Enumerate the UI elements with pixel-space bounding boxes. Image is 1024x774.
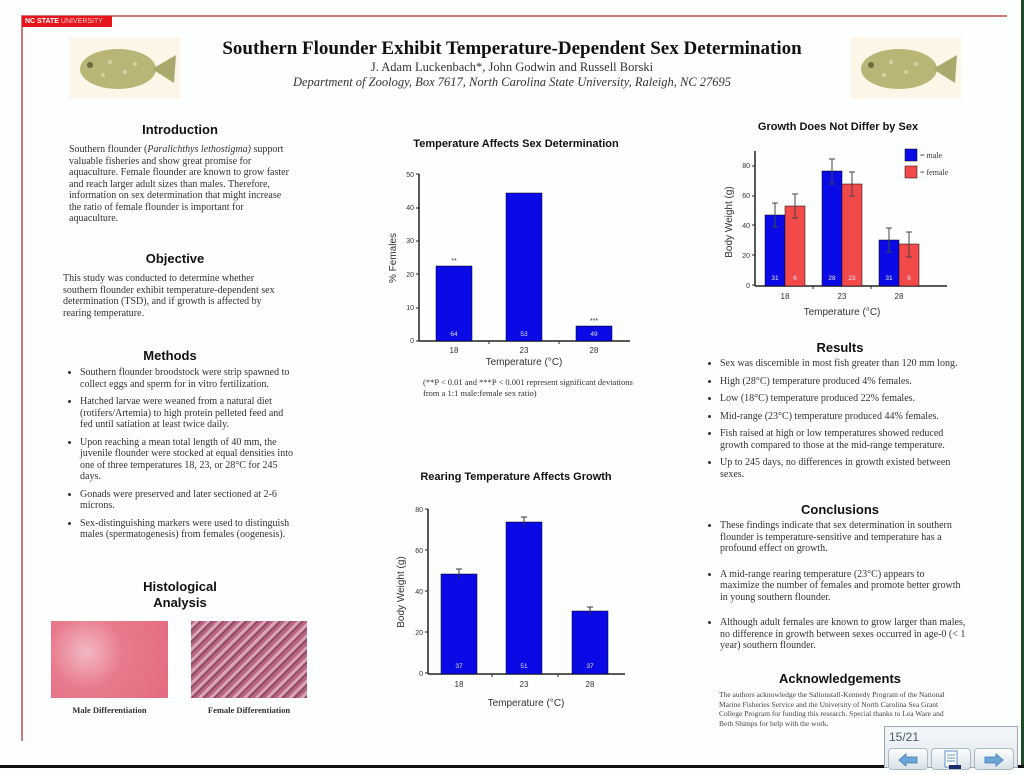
arrow-right-icon	[975, 749, 1013, 769]
svg-text:31: 31	[885, 275, 893, 282]
svg-text:0: 0	[419, 671, 423, 678]
methods-item: • Upon reaching a mean total length of 40 mm, the juvenile flounder were stocked at equal densities into one of three temperatures 18, 23, or 28°C for 245 days.	[80, 437, 294, 483]
svg-text:20: 20	[742, 253, 750, 260]
poster-department: Department of Zoology, Box 7617, North Carolina State University, Raleigh, NC 27695	[292, 75, 732, 89]
svg-text:53: 53	[520, 331, 528, 338]
objective-heading: Objective	[145, 251, 205, 266]
svg-text:6: 6	[907, 275, 911, 282]
svg-text:18: 18	[780, 292, 790, 301]
svg-text:23: 23	[519, 346, 529, 355]
conclusions-list	[704, 520, 966, 658]
svg-text:= female: = female	[920, 168, 949, 177]
methods-item: • Hatched larvae were weaned from a natural diet (rotifers/Artemia) to high protein pelleted feed and fed until satiation at least twice daily.	[80, 396, 294, 431]
svg-text:40: 40	[406, 205, 414, 212]
svg-text:Temperature (°C): Temperature (°C)	[485, 357, 563, 368]
svg-text:20: 20	[415, 630, 423, 637]
svg-text:6: 6	[793, 275, 797, 282]
svg-text:28: 28	[585, 680, 595, 689]
svg-text:0: 0	[410, 338, 414, 345]
conclusions-item: • Although adult females are known to grow larger than males, no difference in growth between sexes occurred in age-0 (< 1 year) southern flounder.	[720, 617, 966, 652]
svg-text:23: 23	[837, 292, 847, 301]
results-item: • Sex was discernible in most fish greater than 120 mm long.	[720, 358, 966, 370]
introduction-text: Southern flounder (Paralichthys lethostigma) support valuable fisheries and show great promise for aquaculture. Female flounder are known to grow faster and reach larger adult sizes than males. Therefore, information on sex determination that might increase the ratio of female flounder is important for aquaculture.	[69, 144, 289, 224]
svg-text:Temperature (°C): Temperature (°C)	[803, 307, 881, 318]
svg-text:**: **	[451, 258, 457, 265]
slide-list-button[interactable]	[931, 748, 971, 770]
sex-growth-chart-title: Growth Does Not Differ by Sex	[757, 121, 919, 133]
sex-determination-chart	[380, 160, 640, 370]
svg-text:18: 18	[449, 346, 459, 355]
svg-text:28: 28	[894, 292, 904, 301]
conclusions-heading: Conclusions	[800, 502, 879, 517]
svg-text:Temperature (°C): Temperature (°C)	[487, 698, 565, 709]
svg-text:80: 80	[742, 163, 750, 170]
sex-chart-title: Temperature Affects Sex Determination	[413, 138, 619, 150]
svg-text:28: 28	[828, 275, 836, 282]
svg-text:20: 20	[406, 272, 414, 279]
svg-text:18: 18	[454, 680, 464, 689]
svg-text:Body Weight (g): Body Weight (g)	[396, 556, 407, 628]
svg-text:***: ***	[589, 318, 599, 325]
results-item: • Fish raised at high or low temperatures showed reduced growth compared to those at the mid-range temperature.	[720, 428, 966, 451]
university-badge: NC STATE UNIVERSITY	[22, 16, 112, 27]
poster-title: Southern Flounder Exhibit Temperature-Dependent Sex Determination	[222, 38, 802, 59]
svg-text:% Females: % Females	[388, 232, 399, 284]
poster-authors: J. Adam Luckenbach*, John Godwin and Russell Borski	[370, 60, 654, 74]
sex-chart-footnote: (**P < 0.01 and ***P < 0.001 represent significant deviations from a 1:1 male:female sex ratio)	[423, 377, 633, 398]
results-item: • High (28°C) temperature produced 4% females.	[720, 376, 966, 388]
svg-text:23: 23	[848, 275, 856, 282]
next-slide-button[interactable]	[974, 748, 1014, 770]
slide-navigation-panel	[884, 726, 1018, 768]
methods-item: • Southern flounder broodstock were strip spawned to collect eggs and sperm for in vitro fertilization.	[80, 367, 294, 390]
methods-item: • Sex-distinguishing markers were used to distinguish males (spermatogenesis) from females (oogenesis).	[80, 518, 294, 541]
previous-slide-button[interactable]	[888, 748, 928, 770]
methods-heading: Methods	[143, 348, 197, 363]
results-item: • Low (18°C) temperature produced 22% females.	[720, 393, 966, 405]
svg-text:10: 10	[406, 305, 414, 312]
svg-text:80: 80	[415, 507, 423, 514]
slide-counter: 15/21	[889, 730, 920, 744]
growth-temperature-chart	[380, 500, 640, 715]
svg-text:64: 64	[450, 331, 458, 338]
conclusions-item: • These findings indicate that sex determination in southern flounder is temperature-sensitive and temperature has a profound effect on growth.	[720, 520, 966, 555]
female-histology-image	[191, 621, 307, 698]
svg-text:60: 60	[742, 193, 750, 200]
results-item: • Mid-range (23°C) temperature produced 44% females.	[720, 411, 966, 423]
svg-text:50: 50	[406, 172, 414, 179]
male-histology-image	[51, 621, 168, 698]
arrow-left-icon	[889, 749, 927, 769]
methods-item: • Gonads were preserved and later sectioned at 2-6 microns.	[80, 489, 294, 512]
svg-text:51: 51	[520, 663, 528, 670]
svg-text:37: 37	[455, 663, 463, 670]
objective-text: This study was conducted to determine whether southern flounder exhibit temperature-dependent sex determination (TSD), and if growth is affected by rearing temperature.	[63, 273, 275, 319]
acknowledgements-heading: Acknowledgements	[778, 671, 902, 686]
svg-text:37: 37	[586, 663, 594, 670]
growth-by-sex-chart	[720, 140, 980, 322]
methods-list	[64, 367, 294, 547]
svg-text:28: 28	[589, 346, 599, 355]
results-heading: Results	[816, 340, 864, 355]
svg-text:40: 40	[415, 589, 423, 596]
male-histology-caption: Male Differentiation	[72, 705, 147, 715]
histology-heading: Histological Analysis	[143, 579, 217, 610]
conclusions-item: • A mid-range rearing temperature (23°C) appears to maximize the number of females and promote better growth in young southern flounder.	[720, 569, 966, 604]
svg-text:31: 31	[771, 275, 779, 282]
left-border-rule	[21, 15, 23, 741]
top-border-rule	[22, 15, 1007, 17]
svg-text:23: 23	[519, 680, 529, 689]
growth-chart-title: Rearing Temperature Affects Growth	[420, 471, 612, 483]
svg-text:= male: = male	[920, 151, 943, 160]
svg-text:Body Weight (g): Body Weight (g)	[724, 186, 735, 258]
slide-list-icon	[932, 749, 970, 769]
introduction-heading: Introduction	[142, 122, 218, 137]
female-histology-caption: Female Differentiation	[207, 705, 291, 715]
svg-text:60: 60	[415, 548, 423, 555]
svg-text:49: 49	[590, 331, 598, 338]
acknowledgements-text: The authors acknowledge the Saltonstall-Kennedy Program of the National Marine Fisheries Service and the University of North Carolina Sea Grant College Program for funding this research. Special thanks to Lea Ware and Beth Shimps for help with the work.	[719, 690, 945, 728]
results-item: • Up to 245 days, no differences in growth existed between sexes.	[720, 457, 966, 480]
svg-text:0: 0	[746, 283, 750, 290]
svg-text:30: 30	[406, 238, 414, 245]
svg-text:40: 40	[742, 223, 750, 230]
results-list	[704, 358, 966, 486]
